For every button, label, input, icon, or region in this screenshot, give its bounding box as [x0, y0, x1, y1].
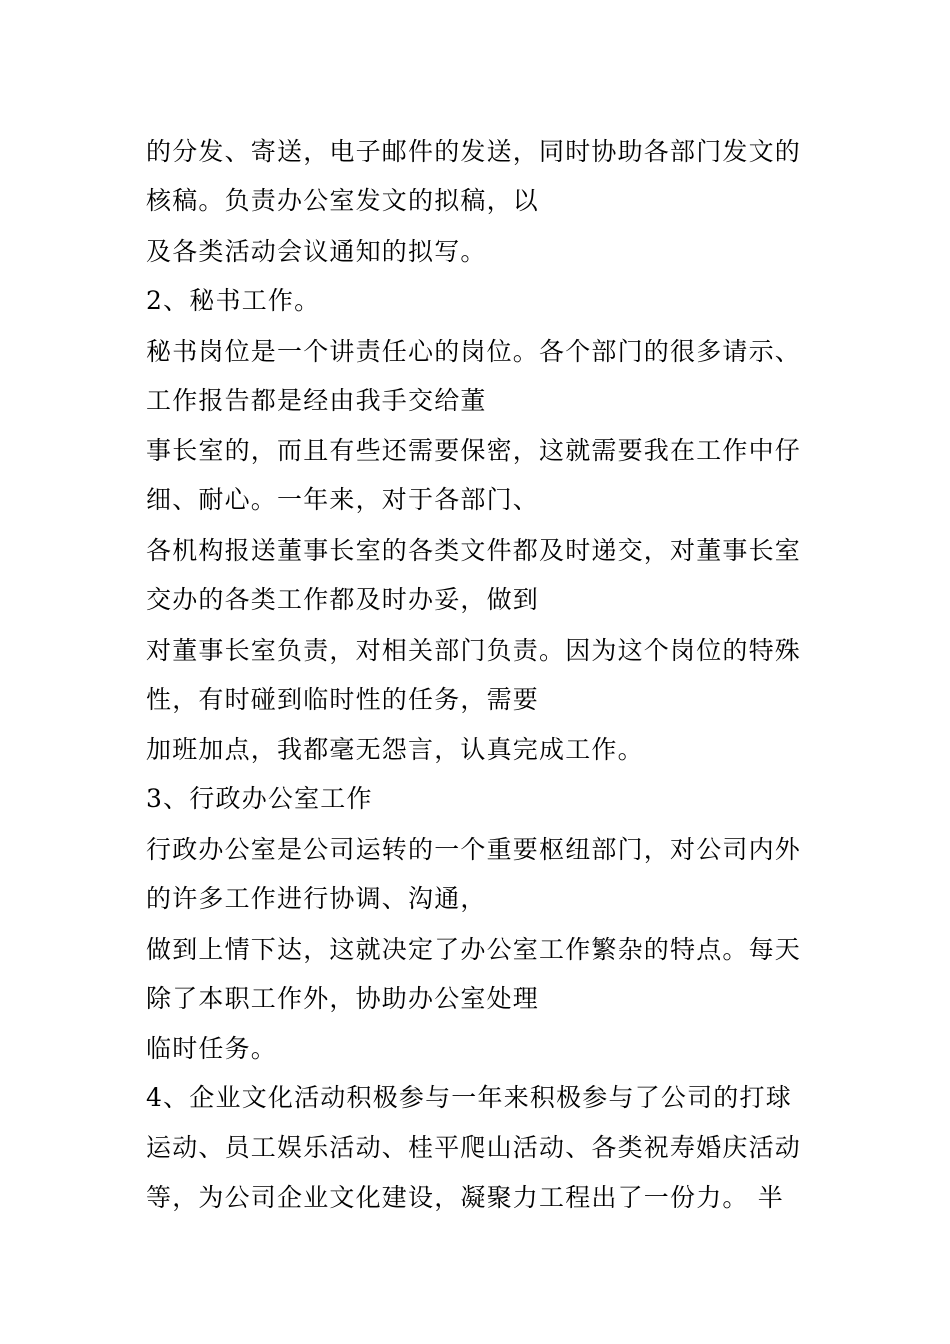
- text-line: 对董事长室负责，对相关部门负责。因为这个岗位的特殊: [146, 636, 802, 665]
- text-line: 行政办公室是公司运转的一个重要枢纽部门，对公司内外: [146, 835, 802, 864]
- text-line: 工作报告都是经由我手交给董: [146, 386, 487, 415]
- text-line: 的分发、寄送，电子邮件的发送，同时协助各部门发文的: [146, 137, 802, 166]
- text-line: 及各类活动会议通知的拟写。: [146, 237, 487, 266]
- text-line: 加班加点，我都毫无怨言，认真完成工作。: [146, 735, 644, 764]
- text-line: 交办的各类工作都及时办妥，做到: [146, 585, 540, 614]
- text-line: 4、企业文化活动积极参与一年来积极参与了公司的打球: [146, 1083, 792, 1112]
- text-line: 事长室的，而且有些还需要保密，这就需要我在工作中仔: [146, 436, 802, 465]
- text-line: 各机构报送董事长室的各类文件都及时递交，对董事长室: [146, 536, 802, 565]
- text-line: 3、行政办公室工作: [146, 784, 373, 813]
- text-line: 运动、员工娱乐活动、桂平爬山活动、各类祝寿婚庆活动: [146, 1133, 802, 1162]
- text-line: 的许多工作进行协调、沟通，: [146, 884, 487, 913]
- text-line: 做到上情下达，这就决定了办公室工作繁杂的特点。每天: [146, 935, 802, 964]
- text-line: 2、秘书工作。: [146, 286, 321, 315]
- text-line: 除了本职工作外，协助办公室处理: [146, 984, 540, 1013]
- text-line: 性，有时碰到临时性的任务，需要: [146, 685, 540, 714]
- text-line: 临时任务。: [146, 1034, 278, 1063]
- text-line: 细、耐心。一年来，对于各部门、: [146, 485, 540, 514]
- text-line: 秘书岗位是一个讲责任心的岗位。各个部门的很多请示、: [146, 337, 802, 366]
- text-line: 核稿。负责办公室发文的拟稿，以: [146, 186, 540, 215]
- text-line: 等，为公司企业文化建设，凝聚力工程出了一份力。 半: [146, 1183, 784, 1212]
